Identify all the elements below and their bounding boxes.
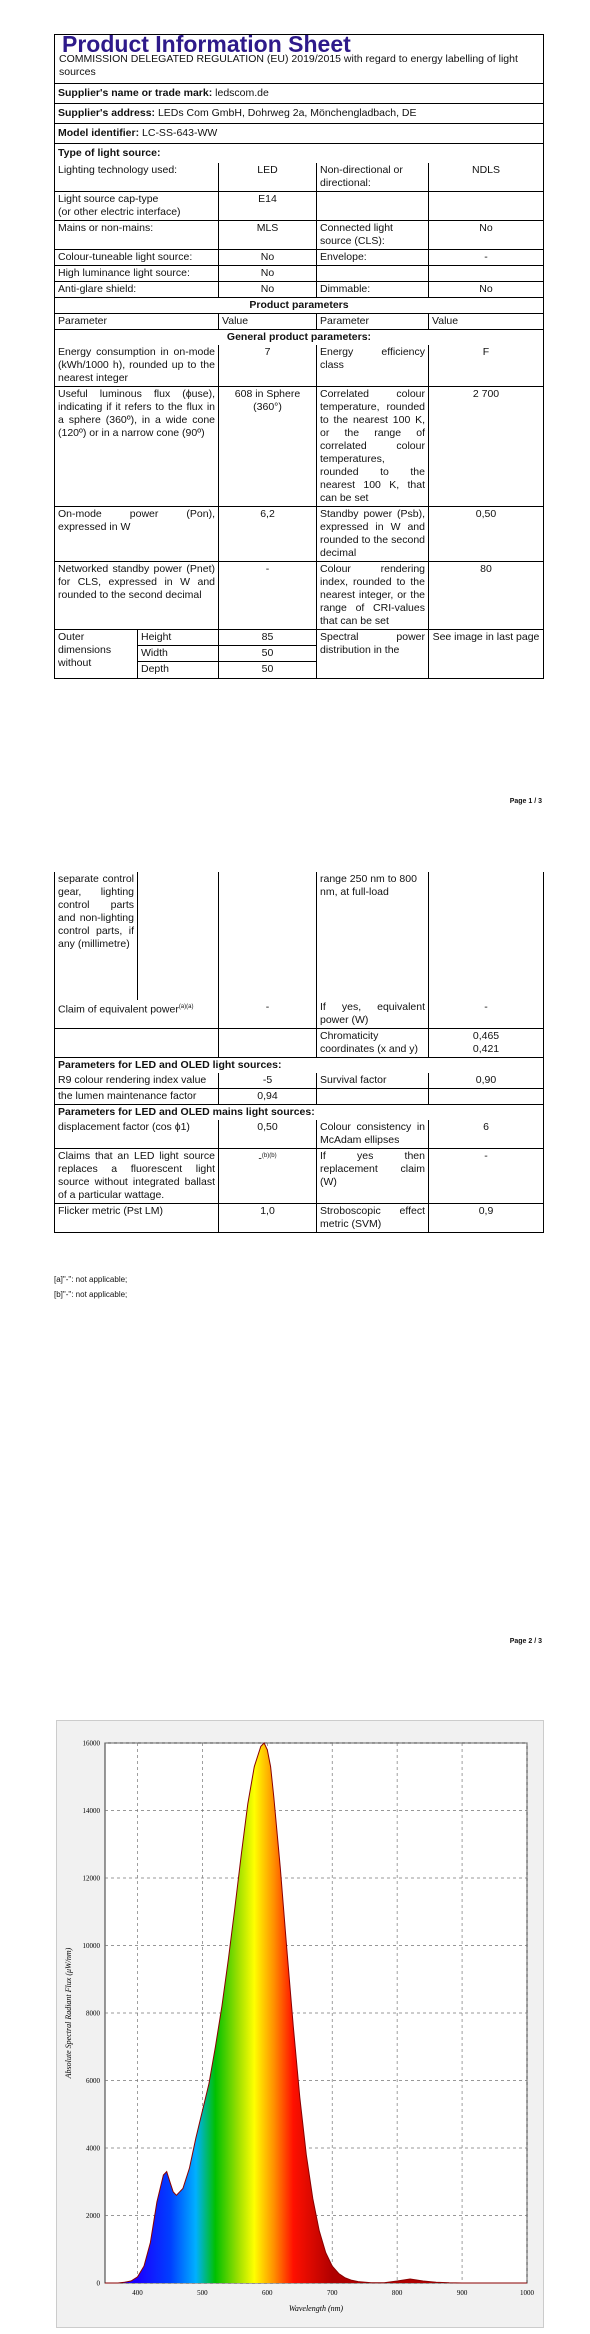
led-value: 0,94	[218, 1089, 316, 1104]
mains-value: -$^{(b)(b)}$	[218, 1149, 316, 1203]
type-value: E14	[218, 192, 316, 220]
x-axis-label: Wavelength (nm)	[288, 2304, 344, 2313]
p2-param	[55, 1029, 218, 1057]
mains-row	[55, 1148, 543, 1203]
general-value: 608 in Sphere (360°)	[218, 387, 316, 506]
led-param: R9 colour rendering index value	[58, 1074, 207, 1086]
led-row	[55, 1088, 543, 1104]
type-param: Anti-glare shield:	[58, 283, 137, 295]
page-number-2: Page 2 / 3	[509, 1638, 542, 1645]
type-param-right: Non-directional or directional:	[316, 163, 428, 191]
footnote-ref: (b)	[269, 1153, 277, 1159]
led-params-header: Parameters for LED and OLED light sources:	[58, 1059, 282, 1071]
outer-dimensions-label-cont: separate control gear, lighting control parts and non-lighting control parts, if any (millimetre)	[58, 873, 134, 950]
led-rows	[55, 1073, 543, 1104]
spd-label: Spectral power distribution in the	[316, 630, 428, 678]
col-param-2: Parameter	[316, 314, 428, 329]
general-param: Networked standby power (Pnet) for CLS, expressed in W and rounded to the second decimal	[58, 563, 215, 601]
type-param: Colour-tuneable light source:	[58, 251, 193, 263]
p2-row	[55, 1028, 543, 1057]
spd-label-cont: range 250 nm to 800 nm, at full-load	[316, 872, 428, 1000]
general-value-right: F	[428, 345, 543, 386]
page2-rows	[55, 1000, 543, 1057]
mains-row	[55, 1120, 543, 1148]
general-value: 6,2	[218, 507, 316, 561]
y-tick-label: 14000	[82, 1807, 100, 1815]
general-row	[55, 506, 543, 561]
p2-value-right: 0,465 0,421	[428, 1029, 543, 1057]
y-tick-label: 6000	[86, 2077, 100, 2085]
y-tick-label: 10000	[82, 1942, 100, 1950]
mains-rows	[55, 1120, 543, 1232]
general-param-right: Correlated colour temperature, rounded to the nearest 100 K, or the range of correlated colour temperatures, rounded to the nearest 100 K, that can be set	[316, 387, 428, 506]
col-value-2: Value	[428, 314, 543, 329]
type-value-right: -	[428, 250, 543, 265]
y-tick-label: 8000	[86, 2009, 100, 2018]
type-value-right	[428, 266, 543, 281]
general-param: On-mode power (Pon), expressed in W	[58, 508, 215, 533]
general-params-header: General product parameters:	[226, 331, 372, 343]
type-value: MLS	[218, 221, 316, 249]
general-param-right: Standby power (Psb), expressed in W and rounded to the second decimal	[316, 507, 428, 561]
type-row	[55, 191, 543, 220]
p2-param: Claim of equivalent power$^{(a)(a)}$	[58, 1003, 194, 1016]
p2-param-right: Chromaticity coordinates (x and y)	[316, 1029, 428, 1057]
type-value: No	[218, 282, 316, 297]
type-row	[55, 220, 543, 249]
general-row	[55, 345, 543, 386]
y-tick-label: 0	[96, 2279, 100, 2288]
height-value: 85	[219, 630, 316, 646]
col-param-1: Parameter	[58, 315, 108, 327]
info-sheet-table-continued	[54, 872, 544, 1233]
x-tick-label: 700	[326, 2289, 338, 2297]
mains-value: 1,0	[218, 1204, 316, 1232]
supplier-address: LEDs Com GmbH, Dohrweg 2a, Mönchengladbach, DE	[157, 107, 417, 119]
y-tick-label: 4000	[86, 2144, 100, 2153]
width-label: Width	[138, 646, 218, 662]
type-value-right	[428, 192, 543, 220]
general-value: -	[218, 562, 316, 629]
general-row	[55, 386, 543, 506]
y-tick-label: 16000	[82, 1739, 100, 1748]
type-header: Type of light source:	[58, 147, 161, 159]
page-title: Product Information Sheet	[62, 31, 351, 57]
type-value: No	[218, 250, 316, 265]
mains-params-header: Parameters for LED and OLED mains light sources:	[58, 1106, 315, 1118]
type-param: Light source cap-type (or other electric interface)	[58, 193, 181, 218]
mains-param-right: Stroboscopic effect metric (SVM)	[316, 1204, 428, 1232]
p2-param-right: If yes, equivalent power (W)	[316, 1000, 428, 1028]
x-tick-label: 1000	[520, 2289, 534, 2297]
page-1	[0, 0, 590, 830]
mains-param-right: If yes then replacement claim (W)	[316, 1149, 428, 1203]
type-param: Lighting technology used:	[58, 164, 178, 176]
mains-value-right: -	[428, 1149, 543, 1203]
led-value: -5	[218, 1073, 316, 1088]
page-2	[0, 860, 590, 1690]
product-params-header: Product parameters	[249, 299, 349, 311]
p2-value	[218, 1029, 316, 1057]
p2-value: -	[218, 1000, 316, 1028]
type-row	[55, 265, 543, 281]
model-label: Model identifier:	[58, 127, 140, 139]
height-label: Height	[138, 630, 218, 646]
footnote-a: [a]"-": not applicable;	[54, 1275, 128, 1284]
footnote-ref: (a)	[186, 1004, 194, 1010]
type-row	[55, 163, 543, 191]
depth-value: 50	[261, 663, 274, 675]
y-tick-label: 12000	[82, 1874, 100, 1883]
spd-value: See image in last page	[428, 630, 543, 678]
type-param-right: Dimmable:	[316, 282, 428, 297]
x-tick-label: 500	[197, 2289, 208, 2297]
type-value: LED	[218, 163, 316, 191]
supplier-name-label: Supplier's name or trade mark:	[58, 87, 213, 99]
type-param: High luminance light source:	[58, 267, 190, 279]
general-param: Useful luminous flux (ϕuse), indicating if it refers to the flux in a sphere (360º), in a wide cone (120º) or in a narrow cone (90º)	[58, 388, 215, 439]
led-param-right: Survival factor	[316, 1073, 428, 1088]
type-param: Mains or non-mains:	[58, 222, 154, 234]
mains-footnote-ref: (b)	[261, 1153, 270, 1159]
outer-dimensions-label: Outer dimensions without	[58, 631, 112, 669]
type-value-right: No	[428, 282, 543, 297]
mains-param: Claims that an LED light source replaces a fluorescent light source without integrated ballast of a particular wattage.	[58, 1150, 215, 1201]
p2-row	[55, 1000, 543, 1028]
led-row	[55, 1073, 543, 1088]
depth-label: Depth	[141, 663, 170, 675]
y-tick-label: 2000	[86, 2212, 100, 2220]
model-identifier: LC-SS-643-WW	[142, 127, 218, 139]
page-number-1: Page 1 / 3	[509, 798, 542, 805]
type-row	[55, 249, 543, 265]
mains-param: Flicker metric (Pst LM)	[58, 1205, 163, 1217]
supplier-name: ledscom.de	[215, 87, 269, 99]
spectral-chart-frame	[56, 1720, 544, 2328]
led-param-right	[316, 1089, 428, 1104]
general-param-right: Colour rendering index, rounded to the nearest integer, or the range of CRI-values that can be set	[316, 562, 428, 629]
mains-row	[55, 1203, 543, 1232]
general-value-right: 2 700	[428, 387, 543, 506]
type-param-right	[316, 266, 428, 281]
x-tick-label: 400	[132, 2289, 143, 2297]
y-axis-label: Absolute Spectral Radiant Flux (μW/nm)	[64, 1947, 73, 2079]
page-3	[0, 1700, 590, 2334]
footnote-b: [b]"-": not applicable;	[54, 1290, 128, 1299]
general-value-right: 0,50	[428, 507, 543, 561]
type-value-right: No	[428, 221, 543, 249]
type-param-right	[316, 192, 428, 220]
x-tick-label: 900	[456, 2289, 468, 2297]
mains-param: displacement factor (cos ϕ1)	[58, 1121, 190, 1133]
x-tick-label: 600	[262, 2289, 273, 2297]
general-value: 7	[218, 345, 316, 386]
x-tick-label: 800	[391, 2289, 403, 2297]
info-sheet-table	[54, 31, 544, 679]
general-param-right: Energy efficiency class	[316, 345, 428, 386]
mains-value-right: 0,9	[428, 1204, 543, 1232]
mains-param-right: Colour consistency in McAdam ellipses	[316, 1120, 428, 1148]
p2-value-right: -	[428, 1000, 543, 1028]
regulation-text: COMMISSION DELEGATED REGULATION (EU) 2019/2015 with regard to energy labelling of light sources	[59, 53, 518, 78]
type-value-right: NDLS	[428, 163, 543, 191]
type-row	[55, 281, 543, 297]
type-param-right: Connected light source (CLS):	[316, 221, 428, 249]
mains-value-right: 6	[428, 1120, 543, 1148]
general-param: Energy consumption in on-mode (kWh/1000 h), rounded up to the nearest integer	[58, 346, 215, 384]
p2-footnote-ref: (a)	[178, 1004, 187, 1010]
type-value: No	[218, 266, 316, 281]
width-value: 50	[219, 646, 316, 662]
led-value-right: 0,90	[428, 1073, 543, 1088]
supplier-address-label: Supplier's address:	[58, 107, 156, 119]
spectral-power-chart	[57, 1721, 543, 2327]
led-value-right	[428, 1089, 543, 1104]
type-param-right: Envelope:	[316, 250, 428, 265]
general-rows	[55, 345, 543, 629]
general-value-right: 80	[428, 562, 543, 629]
col-value-1: Value	[218, 314, 316, 329]
mains-value: 0,50	[218, 1120, 316, 1148]
type-rows	[55, 163, 543, 297]
led-param: the lumen maintenance factor	[58, 1090, 197, 1102]
general-row	[55, 561, 543, 629]
